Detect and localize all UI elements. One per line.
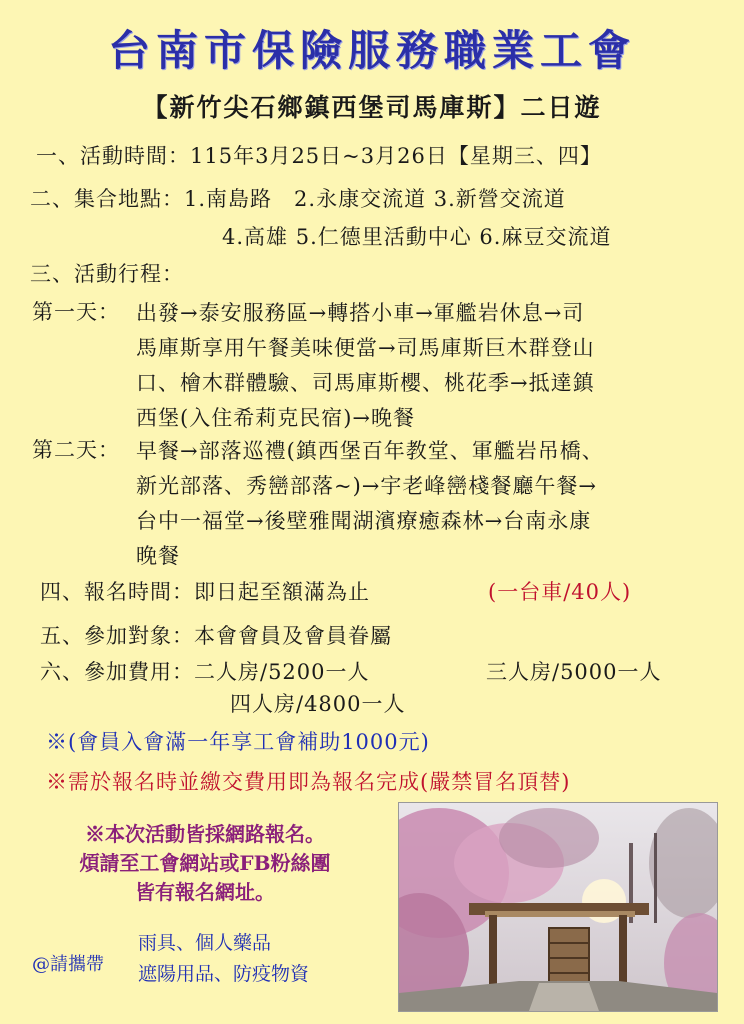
meeting-points-label: 二、集合地點： (30, 187, 184, 211)
bring-label: @請攜帶 (32, 954, 104, 975)
online-registration-notice (20, 820, 390, 907)
day2-line: 台中一福堂→後壁雅聞湖濱療癒森林→台南永康 (136, 509, 592, 533)
trip-subtitle: 【新竹尖石鄉鎮西堡司馬庫斯】二日遊 (142, 93, 602, 122)
day1-line: 西堡(入住希莉克民宿)→晚餐 (136, 406, 415, 430)
registration-label: 四、報名時間： (40, 580, 194, 604)
day2-label: 第二天： (32, 438, 120, 462)
participants-label: 五、參加對象： (40, 624, 194, 648)
registration-time (40, 576, 370, 606)
day1-label: 第一天： (32, 300, 120, 324)
bus-capacity: (一台車/40人) (488, 580, 632, 604)
day1-line: 馬庫斯享用午餐美味便當→司馬庫斯巨木群登山 (136, 336, 595, 360)
notice-line: 煩請至工會網站或FB粉絲團 (79, 851, 331, 875)
fee-quad: 四人房/4800一人 (230, 692, 406, 716)
meeting-points (30, 183, 566, 213)
cherry-blossom-gate-photo (398, 802, 718, 1012)
fee-label: 六、參加費用： (40, 660, 194, 684)
participants-value: 本會會員及會員眷屬 (194, 624, 392, 648)
day1-line: 口、檜木群體驗、司馬庫斯櫻、桃花季→抵達鎮 (136, 371, 595, 395)
fee-double: 二人房/5200一人 (194, 660, 370, 684)
fee (40, 656, 370, 686)
payment-note: ※需於報名時並繳交費用即為報名完成(嚴禁冒名頂替) (46, 770, 571, 794)
notice-line: ※本次活動皆採網路報名。 (85, 822, 325, 846)
meeting-points-row1: 1.南島路 2.永康交流道 3.新營交流道 (184, 187, 566, 211)
itinerary-day2 (32, 434, 722, 574)
bring-items (138, 928, 309, 990)
activity-time (36, 140, 602, 170)
page-title: 台南市保險服務職業工會 (107, 26, 636, 75)
day2-text (136, 434, 604, 574)
day2-line: 新光部落、秀巒部落~)→宇老峰巒棧餐廳午餐→ (136, 474, 597, 498)
itinerary-day1 (32, 296, 722, 436)
fee-triple: 三人房/5000一人 (486, 660, 662, 684)
activity-time-value: 115年3月25日~3月26日【星期三、四】 (190, 144, 602, 168)
itinerary-heading: 三、活動行程： (30, 262, 184, 286)
bring-item: 雨具、個人藥品 (138, 932, 272, 954)
day1-line: 出發→泰安服務區→轉搭小車→軍艦岩休息→司 (136, 301, 585, 325)
registration-value: 即日起至額滿為止 (194, 580, 370, 604)
participants (40, 620, 392, 650)
bring-item: 遮陽用品、防疫物資 (138, 963, 310, 985)
meeting-points-row2: 4.高雄 5.仁德里活動中心 6.麻豆交流道 (222, 225, 612, 249)
day1-text (136, 296, 595, 436)
subsidy-note: ※(會員入會滿一年享工會補助1000元) (46, 730, 430, 754)
day2-line: 早餐→部落巡禮(鎮西堡百年教堂、軍艦岩吊橋、 (136, 439, 604, 463)
activity-time-label: 一、活動時間： (36, 144, 190, 168)
notice-line: 皆有報名網址。 (135, 880, 275, 904)
day2-line: 晚餐 (136, 544, 180, 568)
